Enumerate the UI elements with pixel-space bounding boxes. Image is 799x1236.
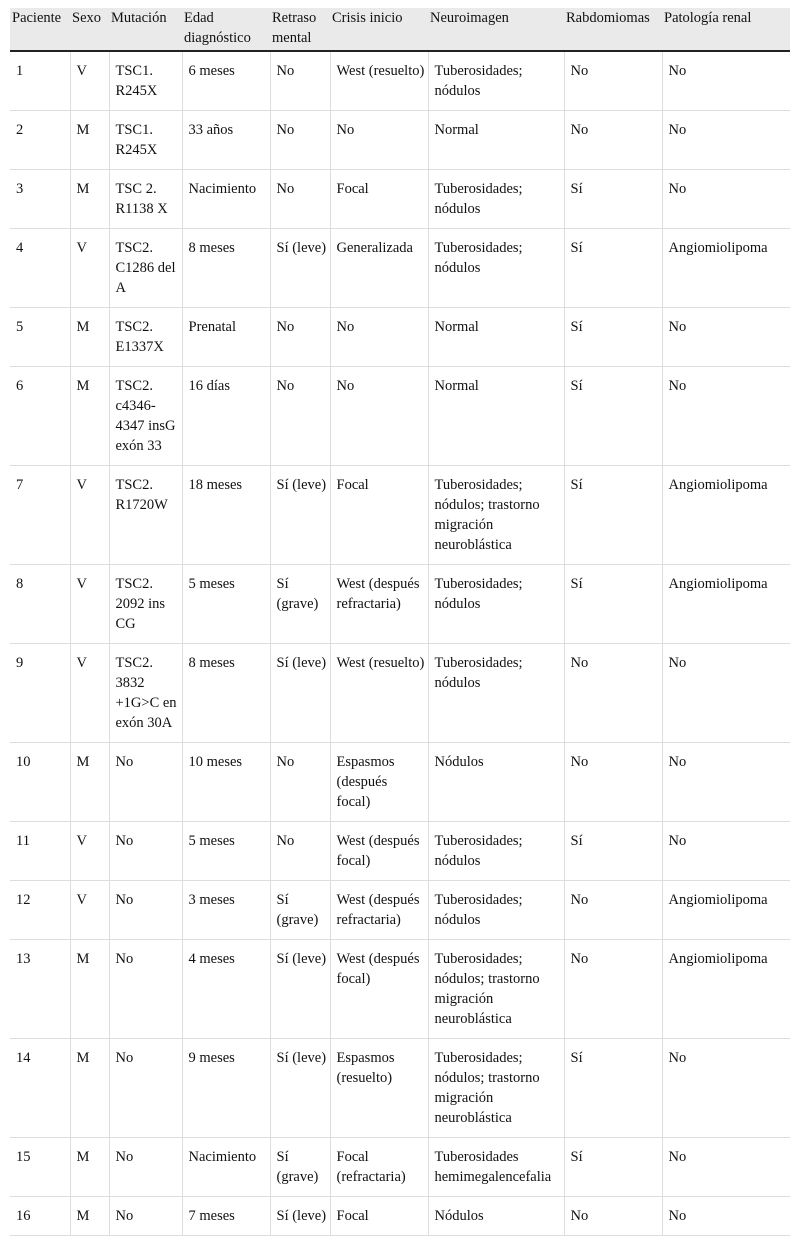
cell-neuroimagen: Normal [428,367,564,466]
cell-neuroimagen: Tuberosidades; nódulos [428,51,564,111]
table-row [10,51,790,111]
cell-crisis-inicio: Espasmos (resuelto) [330,1039,428,1138]
cell-edad-diagnostico: 16 días [182,367,270,466]
table-row [10,1197,790,1236]
cell-crisis-inicio: West (después focal) [330,940,428,1039]
table-row [10,565,790,644]
header-neuroimagen: Neuroimagen [428,8,564,51]
cell-edad-diagnostico: 9 meses [182,1039,270,1138]
cell-patologia-renal: Angiomiolipoma [662,881,790,940]
cell-mutacion: TSC2. C1286 del A [109,229,182,308]
cell-sexo: V [70,51,109,111]
cell-patologia-renal: No [662,1138,790,1197]
cell-mutacion: No [109,1138,182,1197]
cell-mutacion: TSC1. R245X [109,111,182,170]
cell-crisis-inicio: Focal [330,170,428,229]
cell-paciente: 13 [10,940,70,1039]
cell-rabdomiomas: No [564,881,662,940]
cell-paciente: 9 [10,644,70,743]
cell-rabdomiomas: No [564,940,662,1039]
header-sexo: Sexo [70,8,109,51]
cell-patologia-renal: Angiomiolipoma [662,565,790,644]
cell-paciente: 1 [10,51,70,111]
cell-sexo: V [70,644,109,743]
header-retraso-mental: Retraso mental [270,8,330,51]
cell-crisis-inicio: Focal (refractaria) [330,1138,428,1197]
cell-mutacion: No [109,1197,182,1236]
cell-paciente: 7 [10,466,70,565]
table-row [10,940,790,1039]
cell-retraso-mental: Sí (grave) [270,1138,330,1197]
cell-rabdomiomas: No [564,644,662,743]
cell-patologia-renal: No [662,1039,790,1138]
table-row [10,466,790,565]
cell-neuroimagen: Nódulos [428,1197,564,1236]
cell-edad-diagnostico: 3 meses [182,881,270,940]
cell-sexo: V [70,229,109,308]
cell-rabdomiomas: Sí [564,466,662,565]
cell-paciente: 3 [10,170,70,229]
cell-neuroimagen: Tuberosidades; nódulos; trastorno migración neuroblástica [428,940,564,1039]
cell-neuroimagen: Tuberosidades; nódulos [428,229,564,308]
cell-retraso-mental: No [270,367,330,466]
cell-crisis-inicio: West (resuelto) [330,51,428,111]
cell-paciente: 5 [10,308,70,367]
cell-edad-diagnostico: 6 meses [182,51,270,111]
cell-crisis-inicio: West (después refractaria) [330,565,428,644]
patients-table-container [10,8,790,1236]
cell-retraso-mental: No [270,51,330,111]
cell-mutacion: No [109,743,182,822]
cell-paciente: 6 [10,367,70,466]
cell-neuroimagen: Tuberosidades; nódulos; trastorno migración neuroblástica [428,466,564,565]
table-row [10,743,790,822]
table-row [10,111,790,170]
header-edad-diagnostico: Edad diagnóstico [182,8,270,51]
cell-mutacion: No [109,940,182,1039]
cell-crisis-inicio: Generalizada [330,229,428,308]
header-rabdomiomas: Rabdomiomas [564,8,662,51]
cell-mutacion: TSC 2. R1138 X [109,170,182,229]
cell-rabdomiomas: Sí [564,308,662,367]
cell-rabdomiomas: No [564,1197,662,1236]
table-body [10,51,790,1236]
cell-patologia-renal: Angiomiolipoma [662,466,790,565]
cell-retraso-mental: No [270,111,330,170]
cell-sexo: M [70,743,109,822]
cell-sexo: M [70,170,109,229]
cell-neuroimagen: Tuberosidades; nódulos [428,881,564,940]
cell-edad-diagnostico: 4 meses [182,940,270,1039]
cell-rabdomiomas: Sí [564,1039,662,1138]
cell-rabdomiomas: No [564,51,662,111]
cell-sexo: M [70,1138,109,1197]
cell-edad-diagnostico: Nacimiento [182,1138,270,1197]
cell-crisis-inicio: West (después refractaria) [330,881,428,940]
cell-patologia-renal: No [662,1197,790,1236]
cell-rabdomiomas: Sí [564,170,662,229]
cell-rabdomiomas: Sí [564,367,662,466]
cell-edad-diagnostico: 8 meses [182,644,270,743]
cell-crisis-inicio: No [330,308,428,367]
cell-edad-diagnostico: Prenatal [182,308,270,367]
cell-retraso-mental: No [270,822,330,881]
cell-sexo: M [70,308,109,367]
cell-paciente: 14 [10,1039,70,1138]
header-patologia-renal: Patología renal [662,8,790,51]
cell-paciente: 4 [10,229,70,308]
cell-crisis-inicio: No [330,367,428,466]
cell-paciente: 2 [10,111,70,170]
cell-mutacion: TSC2. R1720W [109,466,182,565]
cell-retraso-mental: Sí (leve) [270,644,330,743]
cell-sexo: M [70,367,109,466]
cell-sexo: V [70,881,109,940]
cell-neuroimagen: Tuberosidades; nódulos; trastorno migración neuroblástica [428,1039,564,1138]
cell-patologia-renal: Angiomiolipoma [662,940,790,1039]
cell-neuroimagen: Normal [428,111,564,170]
cell-crisis-inicio: Focal [330,1197,428,1236]
cell-sexo: M [70,111,109,170]
cell-retraso-mental: Sí (leve) [270,1197,330,1236]
cell-retraso-mental: No [270,308,330,367]
cell-retraso-mental: No [270,170,330,229]
cell-rabdomiomas: Sí [564,822,662,881]
cell-edad-diagnostico: 7 meses [182,1197,270,1236]
cell-neuroimagen: Tuberosidades; nódulos [428,822,564,881]
cell-patologia-renal: No [662,743,790,822]
cell-edad-diagnostico: 5 meses [182,822,270,881]
cell-patologia-renal: No [662,367,790,466]
cell-patologia-renal: No [662,644,790,743]
cell-edad-diagnostico: 5 meses [182,565,270,644]
cell-neuroimagen: Tuberosidades; nódulos [428,565,564,644]
cell-rabdomiomas: Sí [564,1138,662,1197]
cell-retraso-mental: Sí (leve) [270,1039,330,1138]
cell-retraso-mental: Sí (leve) [270,229,330,308]
cell-neuroimagen: Normal [428,308,564,367]
header-paciente: Paciente [10,8,70,51]
cell-patologia-renal: Angiomiolipoma [662,229,790,308]
header-crisis-inicio: Crisis inicio [330,8,428,51]
cell-crisis-inicio: West (resuelto) [330,644,428,743]
cell-edad-diagnostico: Nacimiento [182,170,270,229]
table-row [10,1138,790,1197]
cell-mutacion: TSC2. c4346-4347 insG exón 33 [109,367,182,466]
cell-sexo: M [70,1039,109,1138]
cell-paciente: 16 [10,1197,70,1236]
cell-paciente: 11 [10,822,70,881]
table-row [10,229,790,308]
cell-rabdomiomas: Sí [564,565,662,644]
cell-rabdomiomas: No [564,111,662,170]
cell-sexo: V [70,466,109,565]
cell-mutacion: No [109,881,182,940]
cell-mutacion: TSC2. E1337X [109,308,182,367]
cell-sexo: V [70,822,109,881]
table-row [10,170,790,229]
table-row [10,308,790,367]
cell-sexo: M [70,940,109,1039]
cell-patologia-renal: No [662,170,790,229]
cell-retraso-mental: Sí (leve) [270,466,330,565]
cell-retraso-mental: Sí (grave) [270,565,330,644]
cell-retraso-mental: No [270,743,330,822]
cell-sexo: V [70,565,109,644]
cell-crisis-inicio: Espasmos (después focal) [330,743,428,822]
cell-mutacion: TSC2. 3832 +1G>C en exón 30A [109,644,182,743]
cell-neuroimagen: Tuberosidades hemimegalencefalia [428,1138,564,1197]
cell-rabdomiomas: Sí [564,229,662,308]
cell-paciente: 8 [10,565,70,644]
table-row [10,822,790,881]
cell-mutacion: TSC1. R245X [109,51,182,111]
cell-edad-diagnostico: 33 años [182,111,270,170]
cell-paciente: 12 [10,881,70,940]
cell-patologia-renal: No [662,308,790,367]
cell-edad-diagnostico: 18 meses [182,466,270,565]
cell-retraso-mental: Sí (grave) [270,881,330,940]
header-mutacion: Mutación [109,8,182,51]
cell-neuroimagen: Nódulos [428,743,564,822]
table-header-row [10,8,790,51]
cell-retraso-mental: Sí (leve) [270,940,330,1039]
cell-neuroimagen: Tuberosidades; nódulos [428,170,564,229]
cell-edad-diagnostico: 10 meses [182,743,270,822]
table-row [10,881,790,940]
table-row [10,1039,790,1138]
cell-crisis-inicio: No [330,111,428,170]
cell-patologia-renal: No [662,51,790,111]
table-row [10,644,790,743]
cell-patologia-renal: No [662,111,790,170]
cell-patologia-renal: No [662,822,790,881]
cell-paciente: 10 [10,743,70,822]
cell-mutacion: No [109,822,182,881]
cell-crisis-inicio: West (después focal) [330,822,428,881]
cell-mutacion: TSC2. 2092 ins CG [109,565,182,644]
cell-paciente: 15 [10,1138,70,1197]
table-row [10,367,790,466]
cell-mutacion: No [109,1039,182,1138]
cell-crisis-inicio: Focal [330,466,428,565]
cell-sexo: M [70,1197,109,1236]
cell-rabdomiomas: No [564,743,662,822]
patients-table [10,8,790,1236]
cell-edad-diagnostico: 8 meses [182,229,270,308]
cell-neuroimagen: Tuberosidades; nódulos [428,644,564,743]
